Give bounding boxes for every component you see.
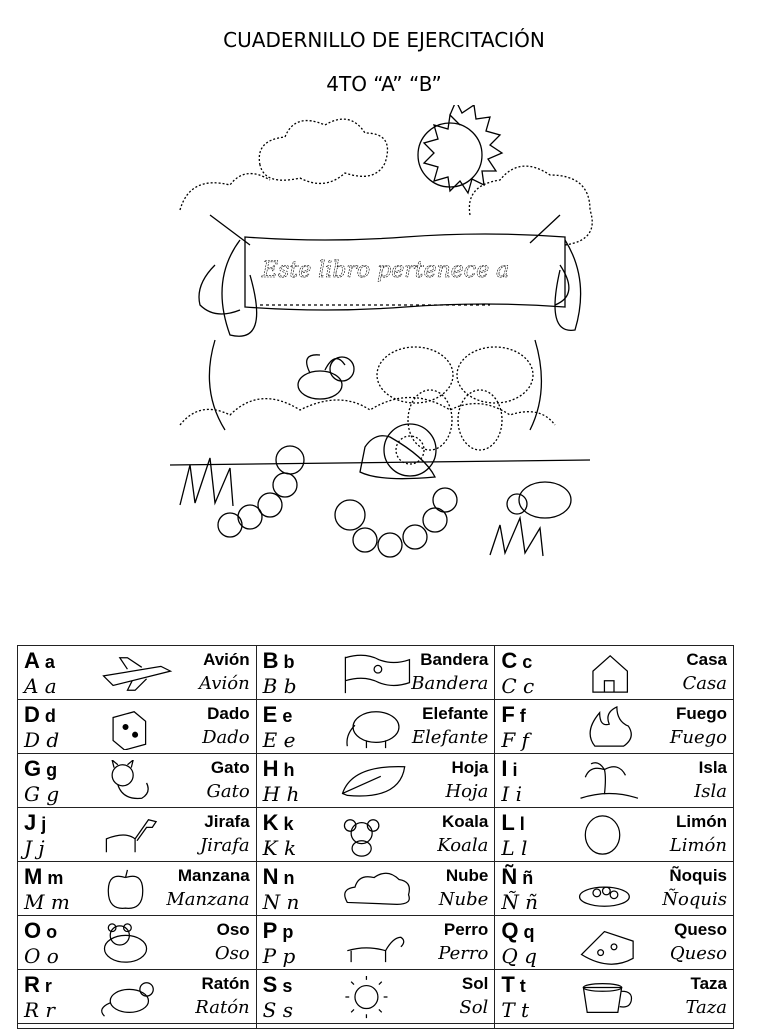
lowercase-letter: q xyxy=(523,922,535,942)
table-row xyxy=(18,646,734,700)
script-letters: G g xyxy=(24,782,60,806)
print-letters xyxy=(501,702,525,728)
script-letters: E e xyxy=(262,728,296,752)
caterpillar-illustration xyxy=(335,488,457,557)
word-script: Ratón xyxy=(195,997,250,1018)
lowercase-letter: n xyxy=(283,868,295,888)
dice-icon xyxy=(96,706,178,750)
uppercase-letter: R xyxy=(24,972,40,997)
lowercase-letter: k xyxy=(283,814,294,834)
cover-illustration xyxy=(170,105,600,565)
script-letters: I i xyxy=(501,782,522,806)
print-letters xyxy=(263,810,294,836)
print-letters xyxy=(501,972,525,998)
letter-cell xyxy=(18,970,257,1024)
uppercase-letter: A xyxy=(24,648,40,673)
word-script: Jirafa xyxy=(199,835,250,856)
print-letters xyxy=(263,702,293,728)
word-print: Hoja xyxy=(451,758,489,777)
dog-icon xyxy=(335,922,417,966)
script-letters: S s xyxy=(262,998,293,1022)
script-letters: O o xyxy=(24,944,59,968)
word-print: Limón xyxy=(676,812,727,831)
word-script: Manzana xyxy=(166,889,250,910)
table-row xyxy=(18,700,734,754)
script-letters: K k xyxy=(262,836,297,860)
gnocchi-icon xyxy=(573,868,655,912)
letter-cell xyxy=(495,916,734,970)
letter-cell xyxy=(495,970,734,1024)
letter-cell xyxy=(256,700,495,754)
flag-icon xyxy=(335,652,417,696)
print-letters xyxy=(263,972,293,998)
uppercase-letter: C xyxy=(501,648,518,673)
letter-cell xyxy=(495,700,734,754)
script-letters: H h xyxy=(262,782,300,806)
cat-icon xyxy=(96,760,178,804)
uppercase-letter: F xyxy=(501,702,515,727)
script-letters: J j xyxy=(24,836,45,860)
print-letters xyxy=(501,756,517,782)
lowercase-letter: b xyxy=(283,652,295,672)
letter-cell xyxy=(256,862,495,916)
word-script: Sol xyxy=(459,997,489,1018)
word-print: Nube xyxy=(445,866,489,885)
uppercase-letter: N xyxy=(262,864,279,889)
alphabet-table xyxy=(17,645,734,1029)
lowercase-letter: r xyxy=(44,976,52,996)
print-letters xyxy=(24,756,57,782)
word-script: Gato xyxy=(206,781,250,802)
script-letters: M m xyxy=(24,890,70,914)
lowercase-letter: o xyxy=(46,922,58,942)
uppercase-letter: H xyxy=(262,756,279,781)
uppercase-letter: B xyxy=(262,648,279,673)
bee-illustration xyxy=(298,355,354,399)
table-row xyxy=(18,754,734,808)
print-letters xyxy=(263,756,295,782)
word-script: Avión xyxy=(199,673,250,694)
letter-cell xyxy=(495,1024,734,1029)
word-script: Koala xyxy=(437,835,489,856)
print-letters xyxy=(501,864,533,890)
table-row xyxy=(18,862,734,916)
word-print: Koala xyxy=(442,812,489,831)
letter-cell xyxy=(256,916,495,970)
uppercase-letter: L xyxy=(501,810,515,835)
snail-illustration xyxy=(360,424,436,479)
letter-cell xyxy=(256,808,495,862)
script-letters: Q q xyxy=(501,944,537,968)
letter-cell xyxy=(495,754,734,808)
print-letters xyxy=(24,648,55,674)
letter-cell xyxy=(256,646,495,700)
airplane-icon xyxy=(96,652,178,696)
script-letters: P p xyxy=(262,944,296,968)
word-script: Dado xyxy=(202,727,250,748)
uppercase-letter: K xyxy=(262,810,279,835)
sun-icon xyxy=(335,976,417,1020)
lowercase-letter: ñ xyxy=(522,868,534,888)
island-icon xyxy=(573,760,655,804)
table-row xyxy=(18,970,734,1024)
giraffe-icon xyxy=(96,814,178,858)
letter-cell xyxy=(495,808,734,862)
table-row xyxy=(18,916,734,970)
word-script: Taza xyxy=(685,997,727,1018)
bear-icon xyxy=(96,922,178,966)
cloud-illustration xyxy=(259,119,387,183)
word-print: Gato xyxy=(210,758,250,777)
word-print: Casa xyxy=(686,650,727,669)
script-letters: B b xyxy=(262,674,297,698)
word-print: Ñoquis xyxy=(669,866,727,885)
letter-cell xyxy=(495,862,734,916)
lowercase-letter: m xyxy=(47,868,64,888)
elephant-icon xyxy=(335,706,417,750)
letter-cell xyxy=(256,754,495,808)
word-script: Isla xyxy=(694,781,727,802)
letter-cell xyxy=(18,754,257,808)
page-title: CUADERNILLO DE EJERCITACIÓN xyxy=(223,28,545,52)
word-print: Manzana xyxy=(177,866,250,885)
script-letters: Ñ ñ xyxy=(501,890,539,914)
script-letters: F f xyxy=(501,728,529,752)
uppercase-letter: S xyxy=(262,972,278,997)
uppercase-letter: O xyxy=(24,918,42,943)
print-letters xyxy=(263,918,294,944)
lowercase-letter: g xyxy=(46,760,58,780)
caterpillar-illustration xyxy=(218,446,304,537)
koala-icon xyxy=(335,814,417,858)
word-script: Hoja xyxy=(445,781,489,802)
letter-cell xyxy=(18,808,257,862)
word-print: Dado xyxy=(207,704,250,723)
cloud-illustration xyxy=(469,166,592,245)
script-letters: C c xyxy=(501,674,535,698)
script-letters: R r xyxy=(24,998,55,1022)
sun-illustration xyxy=(418,105,502,193)
letter-cell xyxy=(18,1024,257,1029)
print-letters xyxy=(501,918,534,944)
word-print: Taza xyxy=(690,974,727,993)
banner-text: Este libro pertenece a xyxy=(262,258,510,283)
print-letters xyxy=(24,810,46,836)
print-letters xyxy=(24,972,52,998)
word-script: Nube xyxy=(438,889,489,910)
word-script: Perro xyxy=(438,943,489,964)
uppercase-letter: P xyxy=(262,918,278,943)
uppercase-letter: Ñ xyxy=(501,864,518,889)
lowercase-letter: c xyxy=(522,652,533,672)
script-letters: A a xyxy=(24,674,57,698)
ladybug-illustration xyxy=(507,482,571,518)
word-script: Fuego xyxy=(669,727,727,748)
uppercase-letter: E xyxy=(262,702,278,727)
word-print: Jirafa xyxy=(204,812,250,831)
letter-cell xyxy=(256,970,495,1024)
letter-cell xyxy=(18,700,257,754)
fire-icon xyxy=(573,706,655,750)
word-script: Limón xyxy=(669,835,727,856)
uppercase-letter: M xyxy=(24,864,43,889)
print-letters xyxy=(263,648,295,674)
letter-cell xyxy=(256,1024,495,1029)
lowercase-letter: d xyxy=(44,706,56,726)
print-letters xyxy=(501,810,524,836)
print-letters xyxy=(24,702,56,728)
lowercase-letter: t xyxy=(519,976,526,996)
script-letters: D d xyxy=(24,728,60,752)
mouse-icon xyxy=(96,976,178,1020)
word-print: Elefante xyxy=(422,704,489,723)
table-row-partial xyxy=(18,1024,734,1029)
lowercase-letter: a xyxy=(44,652,55,672)
word-print: Sol xyxy=(461,974,489,993)
print-letters xyxy=(24,864,63,890)
uppercase-letter: T xyxy=(501,972,515,997)
word-print: Perro xyxy=(443,920,489,939)
lowercase-letter: i xyxy=(512,760,518,780)
lowercase-letter: j xyxy=(41,814,47,834)
lowercase-letter: f xyxy=(519,706,526,726)
letter-cell xyxy=(18,862,257,916)
word-print: Avión xyxy=(203,650,250,669)
script-letters: L l xyxy=(501,836,528,860)
page-subtitle: 4TO “A” “B” xyxy=(326,72,442,96)
cup-icon xyxy=(573,976,655,1020)
word-script: Oso xyxy=(214,943,250,964)
lowercase-letter: l xyxy=(519,814,525,834)
letter-cell xyxy=(18,916,257,970)
lemon-icon xyxy=(573,814,655,858)
table-row xyxy=(18,808,734,862)
word-script: Elefante xyxy=(411,727,489,748)
butterfly-illustration xyxy=(377,347,533,450)
uppercase-letter: Q xyxy=(501,918,519,943)
lowercase-letter: p xyxy=(282,922,294,942)
house-icon xyxy=(573,652,655,696)
letter-cell xyxy=(18,646,257,700)
word-script: Queso xyxy=(669,943,727,964)
word-script: Ñoquis xyxy=(662,889,727,910)
word-print: Ratón xyxy=(201,974,250,993)
lowercase-letter: s xyxy=(282,976,293,996)
lowercase-letter: e xyxy=(282,706,293,726)
word-print: Fuego xyxy=(676,704,727,723)
word-script: Bandera xyxy=(411,673,489,694)
word-print: Bandera xyxy=(420,650,489,669)
word-script: Casa xyxy=(682,673,727,694)
word-print: Oso xyxy=(216,920,250,939)
print-letters xyxy=(24,918,57,944)
uppercase-letter: J xyxy=(24,810,37,835)
script-letters: T t xyxy=(501,998,530,1022)
uppercase-letter: G xyxy=(24,756,42,781)
word-print: Queso xyxy=(674,920,727,939)
letter-cell xyxy=(495,646,734,700)
print-letters xyxy=(501,648,532,674)
word-print: Isla xyxy=(698,758,727,777)
lowercase-letter: h xyxy=(283,760,295,780)
script-letters: N n xyxy=(262,890,300,914)
cheese-icon xyxy=(573,922,655,966)
print-letters xyxy=(263,864,295,890)
uppercase-letter: I xyxy=(501,756,508,781)
cloud-icon xyxy=(335,868,417,912)
uppercase-letter: D xyxy=(24,702,40,727)
leaf-icon xyxy=(335,760,417,804)
